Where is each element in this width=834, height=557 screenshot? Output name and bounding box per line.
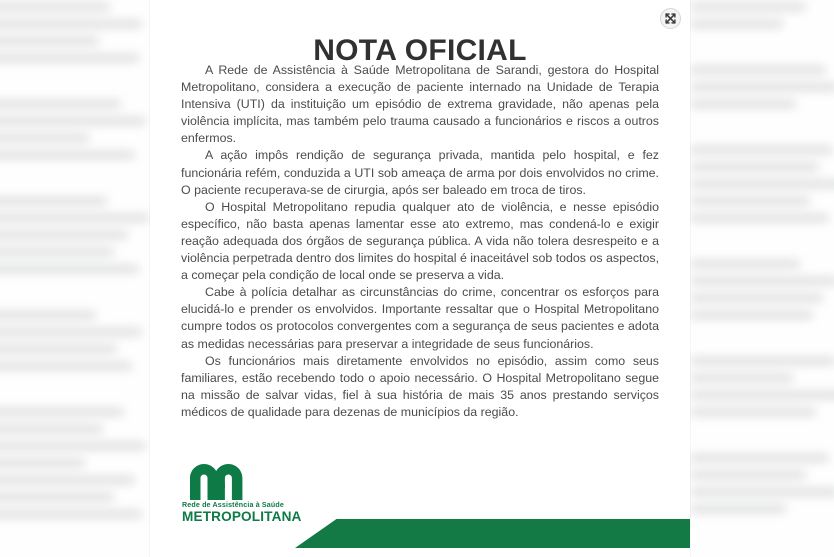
mh-monogram-icon	[190, 464, 256, 500]
paragraph: O Hospital Metropolitano repudia qualquer ato de violência, e nesse episódio específico, não basta apenas lamentar esse ato extremo, mas condená-lo e exigir reação adequada dos órgãos de segurança pública. A vida não tolera desrespeito e a violência perpetrada dentro dos limites do hospital é inaceitável sob todos os aspectos, a começar pela condição de local onde se preserva a vida.	[181, 199, 660, 283]
paragraph: Cabe à polícia detalhar as circunstâncias do crime, concentrar os esforços para elucidá-lo e prender os envolvidos. Importante ressaltar que o Hospital Metropolitano cumpre todos os protocolos convergentes com a segurança de seus pacientes e adota as medidas necessárias para preservar a integridade de seus funcionários.	[181, 285, 659, 351]
blurred-backdrop-right	[682, 0, 834, 557]
close-button[interactable]	[660, 8, 681, 29]
paragraph: A ação impôs rendição de segurança privada, mantida pelo hospital, e fez funcionária refém, conduzida a UTI sob ameaça de arma por dois envolvidos no crime. O paciente recuperava-se de cirurgia, após ser baleado em troca de tiros.	[181, 148, 659, 197]
logo-tagline: Rede de Assistência à Saúde	[182, 501, 284, 509]
logo-wordmark: METROPOLITANA	[182, 509, 302, 524]
footer-accent-bar	[295, 519, 690, 548]
close-expand-icon	[665, 13, 676, 24]
blurred-text-lines	[690, 0, 834, 522]
blurred-backdrop-left	[0, 0, 164, 557]
organization-logo	[182, 464, 300, 524]
paragraph: A Rede de Assistência à Saúde Metropolitana de Sarandi, gestora do Hospital Metropolitano, considera a execução de paciente internado na Unidade de Terapia Intensiva (UTI) da instituição um episódio de extrema gravidade, não apenas pela violência implícita, mas também pelo trauma causado a funcionários e riscos a outros enfermos.	[181, 63, 659, 146]
blurred-text-lines	[0, 0, 160, 527]
paragraph: Os funcionários mais diretamente envolvidos no episódio, assim como seus familiares, estão recebendo todo o apoio necessário. O Hospital Metropolitano segue na missão de salvar vidas, fiel à sua história de mais 35 anos prestando serviços médicos de qualidade para dezenas de municípios da região.	[181, 353, 659, 419]
document-card	[150, 0, 690, 557]
page-title: NOTA OFICIAL	[313, 34, 527, 68]
document-body	[181, 62, 659, 421]
